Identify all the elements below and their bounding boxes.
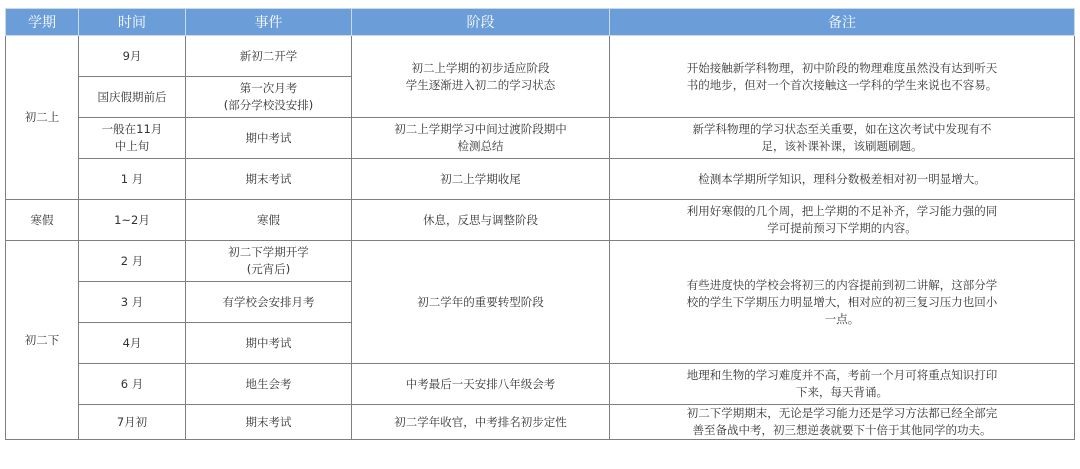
time-cell: 1 月 [79, 159, 186, 200]
note-cell: 开始接触新学科物理，初中阶段的物理难度虽然没有达到听天 书的地步，但对一个首次接触这一学科的学生来说也不容易。 [610, 36, 1075, 118]
header-stage: 阶段 [352, 9, 610, 36]
time-cell: 7月初 [79, 405, 186, 440]
event-cell: 有学校会安排月考 [186, 282, 352, 323]
note-cell: 新学科物理的学习状态至关重要，如在这次考试中发现有不 足，该补课补课，该刷题刷题。 [610, 118, 1075, 159]
stage-cell: 初二学年的重要转型阶段 [352, 241, 610, 364]
term-cell: 初二下 [6, 241, 79, 440]
table-row [6, 241, 1075, 282]
header-row [6, 9, 1075, 36]
note-cell: 利用好寒假的几个周，把上学期的不足补齐，学习能力强的同 学可提前预习下学期的内容。 [610, 200, 1075, 241]
header-note: 备注 [610, 9, 1075, 36]
event-cell: 初二下学期开学 (元宵后) [186, 241, 352, 282]
event-cell: 期中考试 [186, 118, 352, 159]
term-cell: 初二上 [6, 36, 79, 200]
event-cell: 期末考试 [186, 159, 352, 200]
time-cell: 国庆假期前后 [79, 77, 186, 118]
table-row [6, 118, 1075, 159]
event-cell: 第一次月考 (部分学校没安排) [186, 77, 352, 118]
header-event: 事件 [186, 9, 352, 36]
stage-cell: 初二上学期收尾 [352, 159, 610, 200]
table-row [6, 200, 1075, 241]
stage-cell: 初二学年收官，中考排名初步定性 [352, 405, 610, 440]
time-cell: 1~2月 [79, 200, 186, 241]
note-cell: 有些进度快的学校会将初三的内容提前到初二讲解，这部分学 校的学生下学期压力明显增大，相对应的初三复习压力也回小 一点。 [610, 241, 1075, 364]
table-row [6, 36, 1075, 77]
time-cell: 3 月 [79, 282, 186, 323]
table-row [6, 405, 1075, 440]
event-cell: 寒假 [186, 200, 352, 241]
stage-cell: 初二上学期的初步适应阶段 学生逐渐进入初二的学习状态 [352, 36, 610, 118]
term-cell: 寒假 [6, 200, 79, 241]
table-row [6, 364, 1075, 405]
schedule-table [5, 8, 1075, 440]
event-cell: 新初二开学 [186, 36, 352, 77]
time-cell: 一般在11月 中上旬 [79, 118, 186, 159]
note-cell: 检测本学期所学知识，理科分数极差相对初一明显增大。 [610, 159, 1075, 200]
header-term: 学期 [6, 9, 79, 36]
time-cell: 2 月 [79, 241, 186, 282]
time-cell: 6 月 [79, 364, 186, 405]
event-cell: 期末考试 [186, 405, 352, 440]
time-cell: 9月 [79, 36, 186, 77]
time-cell: 4月 [79, 323, 186, 364]
note-cell: 初二下学期期末，无论是学习能力还是学习方法都已经全部完 善至备战中考，初三想逆袭就要下十倍于其他同学的功夫。 [610, 405, 1075, 440]
stage-cell: 休息，反思与调整阶段 [352, 200, 610, 241]
header-time: 时间 [79, 9, 186, 36]
stage-cell: 中考最后一天安排八年级会考 [352, 364, 610, 405]
event-cell: 期中考试 [186, 323, 352, 364]
note-cell: 地理和生物的学习难度并不高，考前一个月可将重点知识打印 下来，每天背诵。 [610, 364, 1075, 405]
stage-cell: 初二上学期学习中间过渡阶段期中 检测总结 [352, 118, 610, 159]
table-row [6, 159, 1075, 200]
event-cell: 地生会考 [186, 364, 352, 405]
